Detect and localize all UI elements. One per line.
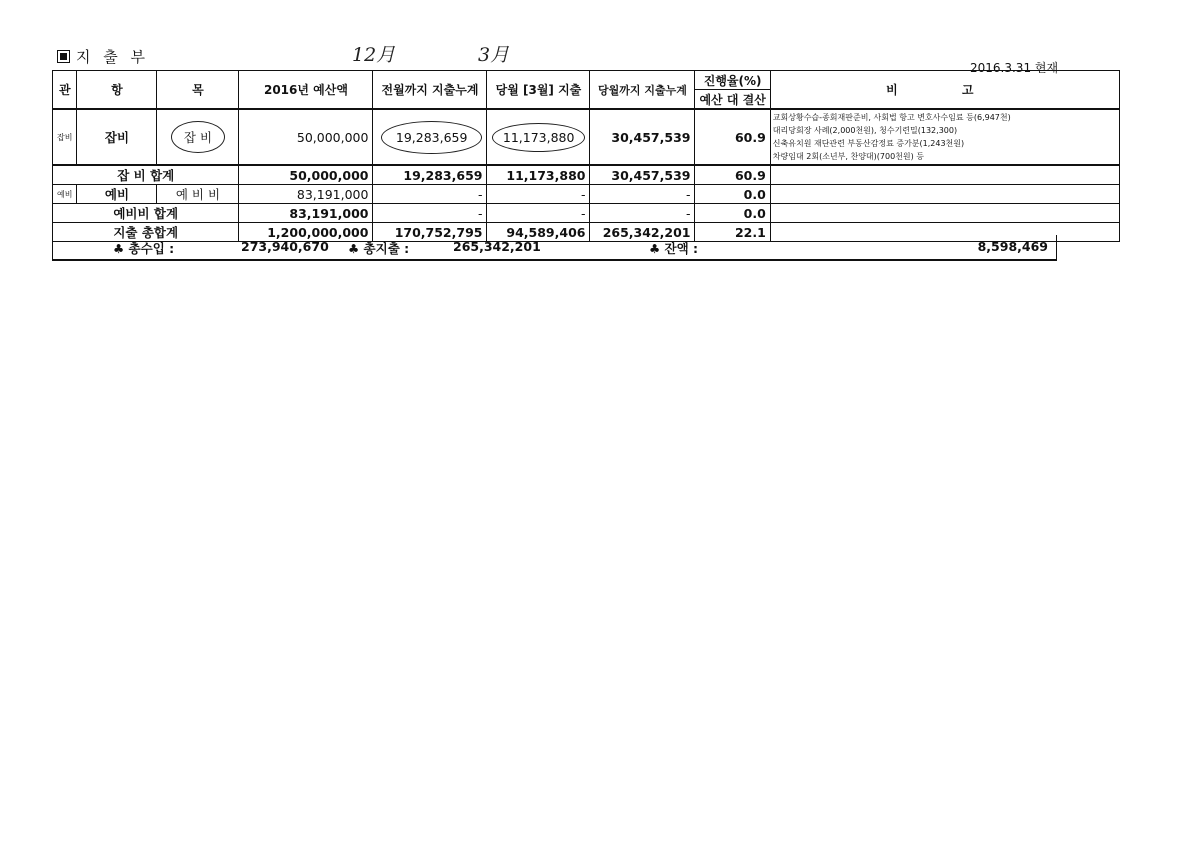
col-rate: 진행율(%): [695, 71, 770, 90]
cell-notes: [770, 109, 1119, 165]
cell-mok: 잡 비: [157, 109, 239, 165]
col-curr: 당월 [3월] 지출: [487, 71, 590, 110]
expense-table: [52, 70, 1120, 242]
note-line: 교회상황수습-종회재판준비, 사회법 항고 변호사수임료 등(6,947천): [772, 113, 1011, 122]
col-cum: 당월까지 지출누계: [590, 71, 695, 110]
row-label: 지출 총합계: [53, 223, 239, 242]
row-label: 예비비 합계: [53, 204, 239, 223]
balance-label: ♣ 잔액 :: [649, 241, 699, 256]
col-hang: 항: [77, 71, 157, 110]
cell-hang: 잡비: [77, 109, 157, 165]
note-line: 대리당회장 사례(2,000천원), 청수기련밀(132,300): [772, 126, 958, 135]
col-mok: 목: [157, 71, 239, 110]
col-prev-cum: 전월까지 지출누계: [373, 71, 487, 110]
cell-gwan: 잡비: [53, 109, 77, 165]
table-row-reserve-total: 예비비 합계 83,191,000 - - - 0.0: [53, 204, 1120, 223]
income-value: 273,940,670: [241, 239, 329, 254]
balance-value: 8,598,469: [977, 239, 1048, 254]
income-label: ♣ 총수입 :: [113, 241, 175, 256]
handwritten-curr-month: 3月: [478, 44, 510, 66]
cell-cum: 30,457,539: [590, 109, 695, 165]
expense-label: ♣ 총지출 :: [348, 241, 410, 256]
note-line: 차량임대 2회(소년부, 찬양대)(700천원) 등: [772, 152, 925, 161]
table-row-misc-total: 잡 비 합계 50,000,000 19,283,659 11,173,880 30,457,539 60.9: [53, 165, 1120, 185]
col-rate-sub: 예산 대 결산: [695, 90, 770, 110]
cell-rate: 60.9: [695, 109, 770, 165]
cell-curr: 11,173,880: [487, 109, 590, 165]
table-row-misc: [53, 109, 1120, 165]
handwritten-prev-month: 12月: [352, 44, 396, 66]
col-budget: 2016년 예산액: [239, 71, 373, 110]
expense-value: 265,342,201: [453, 239, 541, 254]
section-title: 지 출 부: [57, 46, 149, 67]
col-note: 비 고: [770, 71, 1119, 110]
as-of-date: 2016.3.31 현재: [970, 61, 1059, 75]
checkbox-square-icon: [57, 50, 70, 63]
table-row-reserve: 예비 예비 예 비 비 83,191,000 - - - 0.0: [53, 185, 1120, 204]
row-label: 잡 비 합계: [53, 165, 239, 185]
col-gwan: 관: [53, 71, 77, 110]
header-row: [53, 71, 1120, 90]
note-line: 신축유치원 재단관련 부동산감정료 증가분(1,243천원): [772, 139, 965, 148]
cell-prev-cum: 19,283,659: [373, 109, 487, 165]
table-row-grand-total: 지출 총합계 1,200,000,000 170,752,795 94,589,406 265,342,201 22.1: [53, 223, 1120, 242]
summary-bar: [52, 235, 1057, 261]
cell-budget: 50,000,000: [239, 109, 373, 165]
